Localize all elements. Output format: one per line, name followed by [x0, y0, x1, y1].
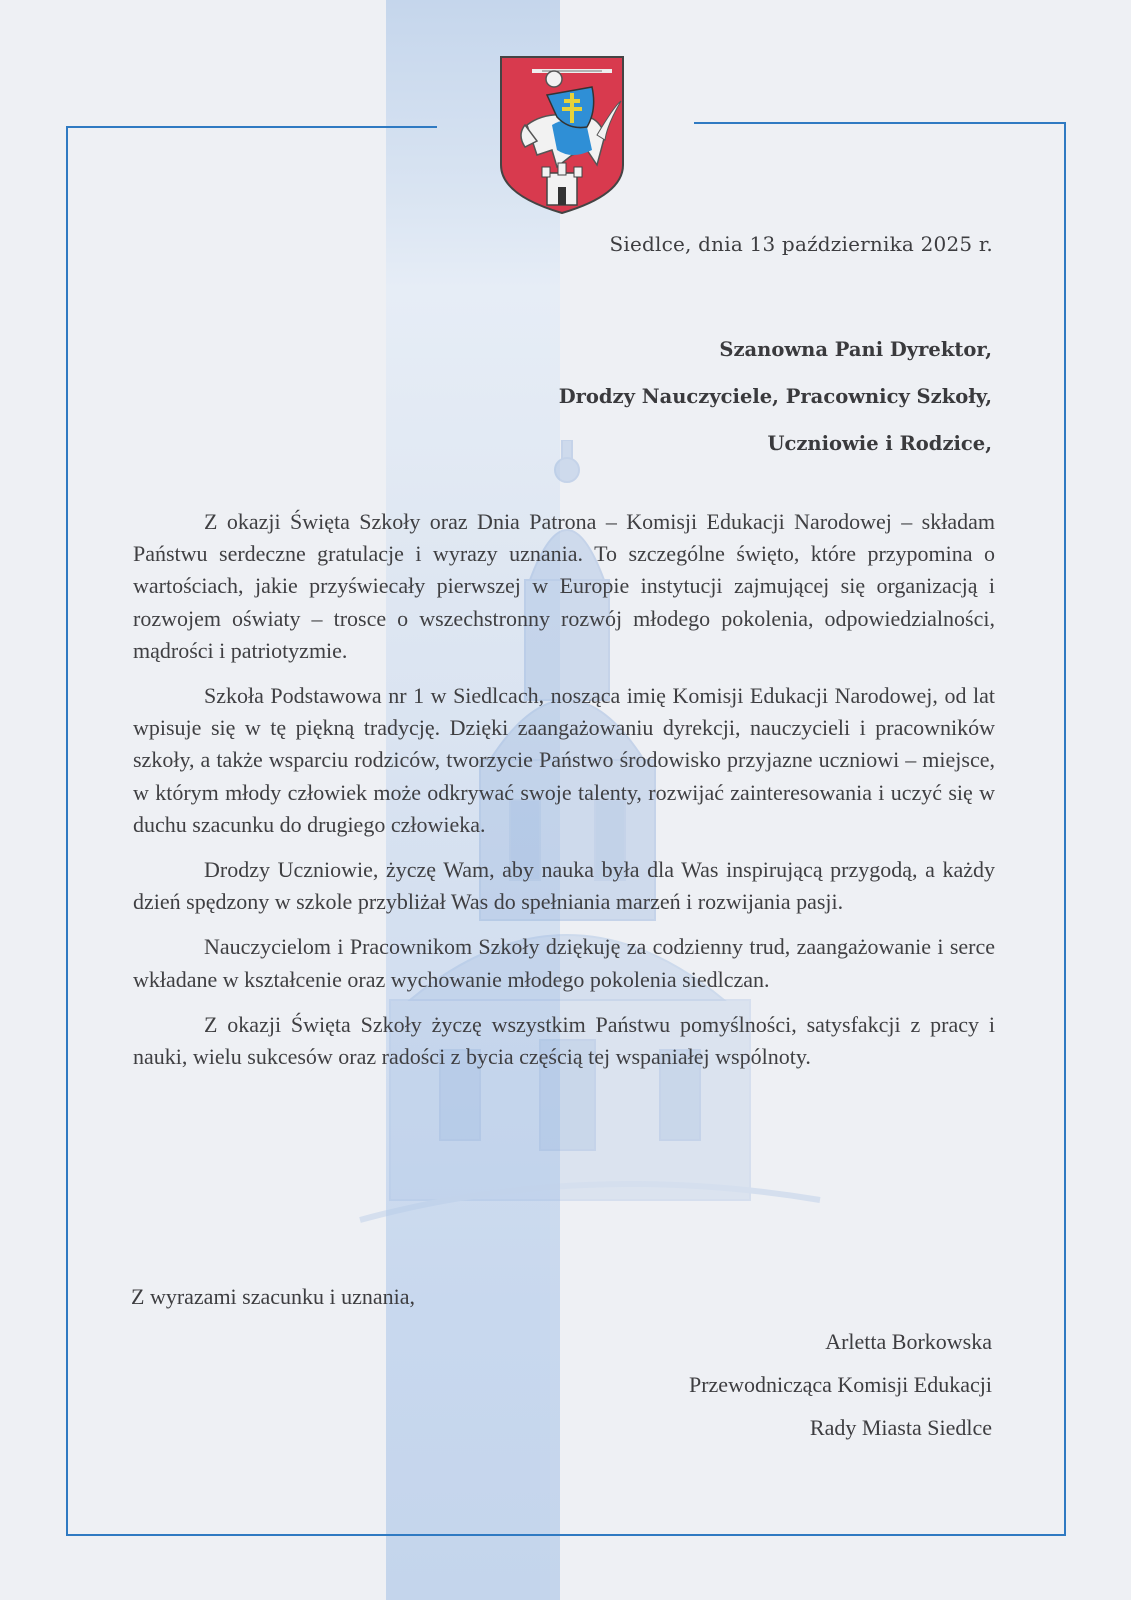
letter-date: Siedlce, dnia 13 października 2025 r.	[609, 232, 993, 256]
frame-right	[1064, 122, 1066, 1534]
paragraph: Nauczycielom i Pracownikom Szkoły dziękuję za codzienny trud, zaangażowanie i serce wkładane w kształcenie oraz wychowanie młodego pokolenia siedlczan.	[133, 934, 995, 992]
frame-top-left	[66, 126, 437, 128]
signatory-title: Przewodnicząca Komisji Edukacji	[688, 1372, 992, 1397]
frame-left	[66, 126, 68, 1536]
salutation-line: Drodzy Nauczyciele, Pracownicy Szkoły,	[558, 385, 992, 408]
frame-bottom	[66, 1534, 1066, 1536]
salutation	[559, 326, 992, 467]
signatory-name: Arletta Borkowska	[825, 1329, 992, 1354]
paragraph: Drodzy Uczniowie, życzę Wam, aby nauka była dla Was inspirującą przygodą, a każdy dzień spędzony w szkole przybliżał Was do spełniania marzeń i rozwijania pasji.	[133, 857, 995, 915]
coat-of-arms-icon	[497, 55, 627, 215]
paragraph: Z okazji Święta Szkoły życzę wszystkim Państwu pomyślności, satysfakcji z pracy i nauki, wielu sukcesów oraz radości z bycia częścią tej wspaniałej wspólnoty.	[133, 1011, 995, 1070]
frame-top-right	[694, 122, 1066, 124]
closing-phrase: Z wyrazami szacunku i uznania,	[131, 1284, 416, 1309]
letter-body	[133, 506, 995, 1086]
salutation-line: Szanowna Pani Dyrektor,	[719, 338, 992, 361]
signatory-organization: Rady Miasta Siedlce	[809, 1415, 992, 1440]
salutation-line: Uczniowie i Rodzice,	[767, 432, 992, 455]
signature-block	[689, 1320, 992, 1449]
paragraph: Szkoła Podstawowa nr 1 w Siedlcach, nosząca imię Komisji Edukacji Narodowej, od lat wpisuje się w tę piękną tradycję. Dzięki zaangażowaniu dyrekcji, nauczycieli i pracowników szkoły, a także wsparciu rodziców, tworzycie Państwo środowisko przyjazne uczniowi – miejsce, w którym młody człowiek może odkrywać swoje talenty, rozwijać zainteresowania i uczyć się w duchu szacunku do drugiego człowieka.	[133, 683, 995, 837]
paragraph: Z okazji Święta Szkoły oraz Dnia Patrona – Komisji Edukacji Narodowej – składam Państwu serdeczne gratulacje i wyrazy uznania. To szczególne święto, które przypomina o wartościach, jakie przyświecały pierwszej w Europie instytucji zajmującej się organizacją i rozwojem oświaty – trosce o wszechstronny rozwój młodego pokolenia, odpowiedzialności, mądrości i patriotyzmie.	[133, 509, 995, 663]
